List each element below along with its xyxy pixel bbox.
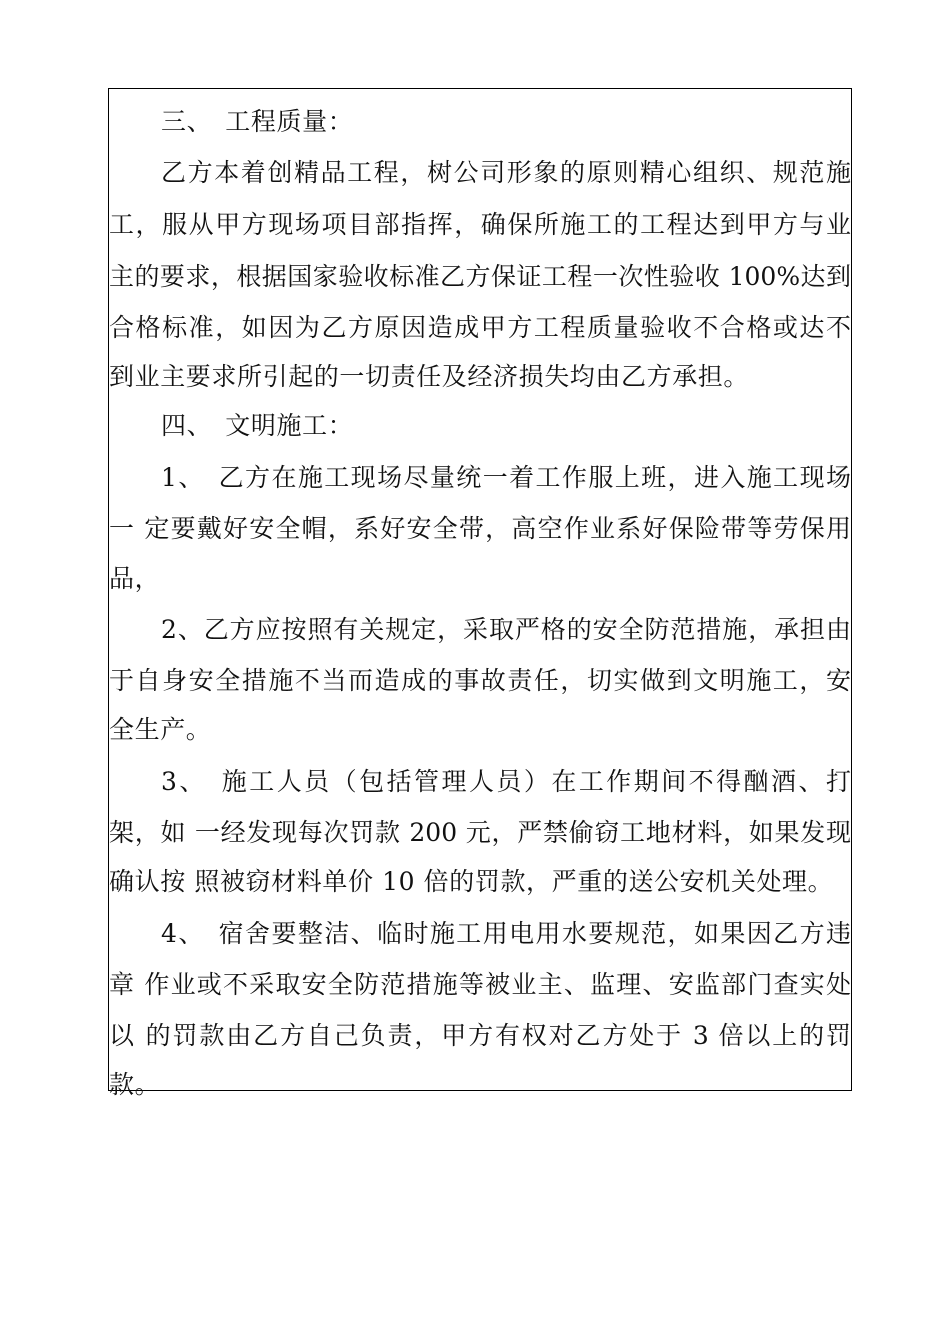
paragraph-line: 于自身安全措施不当而造成的事故责任，切实做到文明施工，安	[109, 666, 851, 695]
paragraph-line: 工，服从甲方现场项目部指挥，确保所施工的工程达到甲方与业	[109, 210, 851, 239]
paragraph-line: 4、 宿舍要整洁、临时施工用电用水要规范，如果因乙方违	[161, 919, 851, 948]
paragraph-line: 架，如 一经发现每次罚款 200 元，严禁偷窃工地材料，如果发现	[109, 818, 851, 847]
paragraph-line: 到业主要求所引起的一切责任及经济损失均由乙方承担。	[109, 362, 750, 391]
paragraph-line: 2、乙方应按照有关规定，采取严格的安全防范措施，承担由	[161, 615, 851, 644]
paragraph-line: 3、 施工人员（包括管理人员）在工作期间不得酗酒、打	[161, 767, 851, 796]
paragraph-line: 款。	[109, 1070, 161, 1099]
paragraph-line: 确认按 照被窃材料单价 10 倍的罚款，严重的送公安机关处理。	[109, 867, 834, 896]
section-heading-civilized-construction: 四、 文明施工：	[161, 411, 354, 440]
paragraph-line: 1、 乙方在施工现场尽量统一着工作服上班，进入施工现场	[161, 463, 851, 492]
paragraph-line: 以 的罚款由乙方自己负责，甲方有权对乙方处于 3 倍以上的罚	[109, 1021, 851, 1050]
paragraph-line: 品，	[109, 564, 161, 593]
paragraph-line: 乙方本着创精品工程，树公司形象的原则精心组织、规范施	[161, 158, 851, 187]
paragraph-line: 合格标准，如因为乙方原因造成甲方工程质量验收不合格或达不	[109, 313, 851, 342]
paragraph-line: 一 定要戴好安全帽，系好安全带，高空作业系好保险带等劳保用	[109, 514, 851, 543]
paragraph-line: 主的要求，根据国家验收标准乙方保证工程一次性验收 100%达到	[109, 262, 851, 291]
section-heading-quality: 三、 工程质量：	[161, 107, 354, 136]
document-frame	[108, 88, 852, 1099]
paragraph-line: 全生产。	[109, 715, 212, 744]
paragraph-line: 章 作业或不采取安全防范措施等被业主、监理、安监部门查实处	[109, 970, 851, 999]
